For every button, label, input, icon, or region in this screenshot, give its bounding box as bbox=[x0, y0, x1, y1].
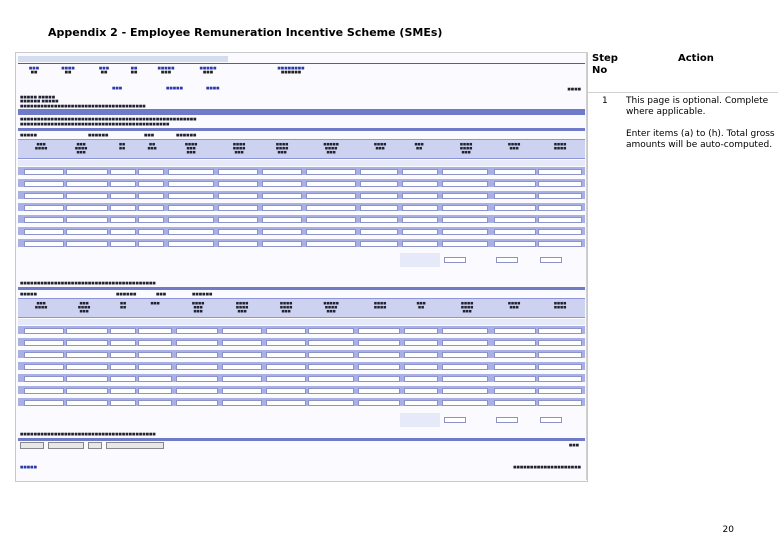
period-label: ■■■ bbox=[156, 292, 167, 296]
form-button[interactable] bbox=[106, 442, 164, 449]
total-cell bbox=[540, 417, 562, 423]
form-screenshot bbox=[15, 52, 588, 482]
total-label-box bbox=[400, 253, 440, 267]
step-number: 1 bbox=[602, 96, 608, 106]
period-value: ■■■■■■ bbox=[88, 133, 109, 137]
meta-line: ■■■■■ ■■■■■ bbox=[20, 95, 56, 99]
header-column: ■■ ■■ bbox=[130, 66, 138, 75]
action-header: Action bbox=[678, 53, 714, 64]
table-row[interactable] bbox=[18, 227, 585, 236]
divider bbox=[18, 63, 585, 64]
table-row[interactable] bbox=[18, 191, 585, 200]
nav-link[interactable]: ■■■ bbox=[112, 86, 123, 90]
total-label-box bbox=[400, 413, 440, 427]
column-index-row bbox=[18, 160, 585, 166]
total-cell bbox=[496, 257, 518, 263]
nav-link[interactable]: ■■■■■ bbox=[166, 86, 183, 90]
section-divider bbox=[18, 438, 585, 441]
section-divider bbox=[18, 287, 585, 290]
step-header: Step No bbox=[592, 53, 618, 76]
form-label: ■■■ bbox=[568, 443, 579, 447]
form-button[interactable] bbox=[48, 442, 84, 449]
form-label: ■■■■ bbox=[567, 87, 581, 91]
table-row[interactable] bbox=[18, 350, 585, 359]
table-row[interactable] bbox=[18, 374, 585, 383]
table-row[interactable] bbox=[18, 179, 585, 188]
total-cell bbox=[444, 257, 466, 263]
period-label: ■■■ bbox=[144, 133, 155, 137]
meta-line: ■■■■■■■■■■■■■■■■■■■■■■■■■■■■■■■■■■■■■ bbox=[20, 104, 146, 108]
nav-link[interactable]: ■■■■ bbox=[206, 86, 220, 90]
instructions-header bbox=[586, 52, 778, 93]
total-cell bbox=[444, 417, 466, 423]
section-divider bbox=[18, 128, 585, 131]
instructions-panel bbox=[586, 52, 778, 480]
period-value: ■■■■■■ bbox=[176, 133, 197, 137]
period-label: ■■■■■ bbox=[20, 133, 37, 137]
footer-link[interactable]: ■■■■■ bbox=[20, 465, 37, 469]
total-cell bbox=[496, 417, 518, 423]
total-cell bbox=[540, 257, 562, 263]
table-footnote: ■■■■■■■■■■■■■■■■■■■■■■■■■■■■■■■■■■■■■■■■ bbox=[20, 281, 156, 285]
table-row[interactable] bbox=[18, 398, 585, 407]
period-label: ■■■■■ bbox=[20, 292, 37, 296]
table-row[interactable] bbox=[18, 215, 585, 224]
action-line: This page is optional. Complete where applicable. bbox=[626, 96, 769, 117]
section-header bbox=[18, 109, 585, 115]
table-row[interactable] bbox=[18, 203, 585, 212]
top-nav-strip bbox=[18, 56, 228, 62]
header-column: ■■■ ■■ bbox=[98, 66, 110, 75]
header-column: ■■■■■ ■■■ bbox=[157, 66, 175, 75]
header-column: ■■■■■ ■■■ bbox=[199, 66, 217, 75]
period-value: ■■■■■■ bbox=[116, 292, 137, 296]
action-line: Enter items (a) to (h). Total gross amounts will be auto-computed. bbox=[626, 129, 775, 150]
section-note: ■■■■■■■■■■■■■■■■■■■■■■■■■■■■■■■■■■■■■■■■■■■■■■■■■■■■ bbox=[20, 117, 197, 121]
table-row[interactable] bbox=[18, 386, 585, 395]
header-column: ■■■ ■■ bbox=[28, 66, 40, 75]
form-button[interactable] bbox=[20, 442, 44, 449]
table-row[interactable] bbox=[18, 326, 585, 335]
period-value: ■■■■■■ bbox=[192, 292, 213, 296]
table-header: ■■■ ■■■■ ■■■ ■■■■ ■■■ ■■ ■■ ■■■ ■■■■ ■■■ ■■■ ■■■■ ■■■■ ■■■ ■■■■ ■■■■ ■■■ ■■■■■ ■■■■ ■■■ ■■■■ ■■■■ ■■■ ■■ ■■■■ ■■■■ ■■■ ■■■■ ■■■ ■■■■ ■■■■ bbox=[18, 298, 585, 318]
action-text bbox=[626, 96, 776, 162]
section-note: ■■■■■■■■■■■■■■■■■■■■■■■■■■■■■■■■■■■■■■■■■■■■ bbox=[20, 122, 170, 126]
page-number: 20 bbox=[722, 525, 734, 535]
header-column: ■■■■■■■■ ■■■■■■ bbox=[277, 66, 305, 75]
column-index-row bbox=[18, 319, 585, 325]
table-row[interactable] bbox=[18, 167, 585, 176]
table-row[interactable] bbox=[18, 362, 585, 371]
footer-copyright: ■■■■■■■■■■■■■■■■■■■■ bbox=[513, 465, 581, 469]
page-title: Appendix 2 - Employee Remuneration Incentive Scheme (SMEs) bbox=[48, 26, 443, 39]
form-button[interactable] bbox=[88, 442, 102, 449]
table-row[interactable] bbox=[18, 239, 585, 248]
header-column: ■■■■ ■■ bbox=[61, 66, 75, 75]
table-header: ■■■ ■■■■ ■■■ ■■■■ ■■■ ■■ ■■ ■■ ■■■ ■■■■ ■■■ ■■■ ■■■■ ■■■■ ■■■ ■■■■ ■■■■ ■■■ ■■■■■ ■■■■ ■■■ ■■■■ ■■■ ■■■ ■■ ■■■■ ■■■■ ■■■ ■■■■ ■■■ ■■■■ ■■■■ bbox=[18, 139, 585, 159]
table-row[interactable] bbox=[18, 338, 585, 347]
meta-line: ■■■■■■ ■■■■■ bbox=[20, 99, 59, 103]
table-footnote: ■■■■■■■■■■■■■■■■■■■■■■■■■■■■■■■■■■■■■■■■ bbox=[20, 432, 156, 436]
